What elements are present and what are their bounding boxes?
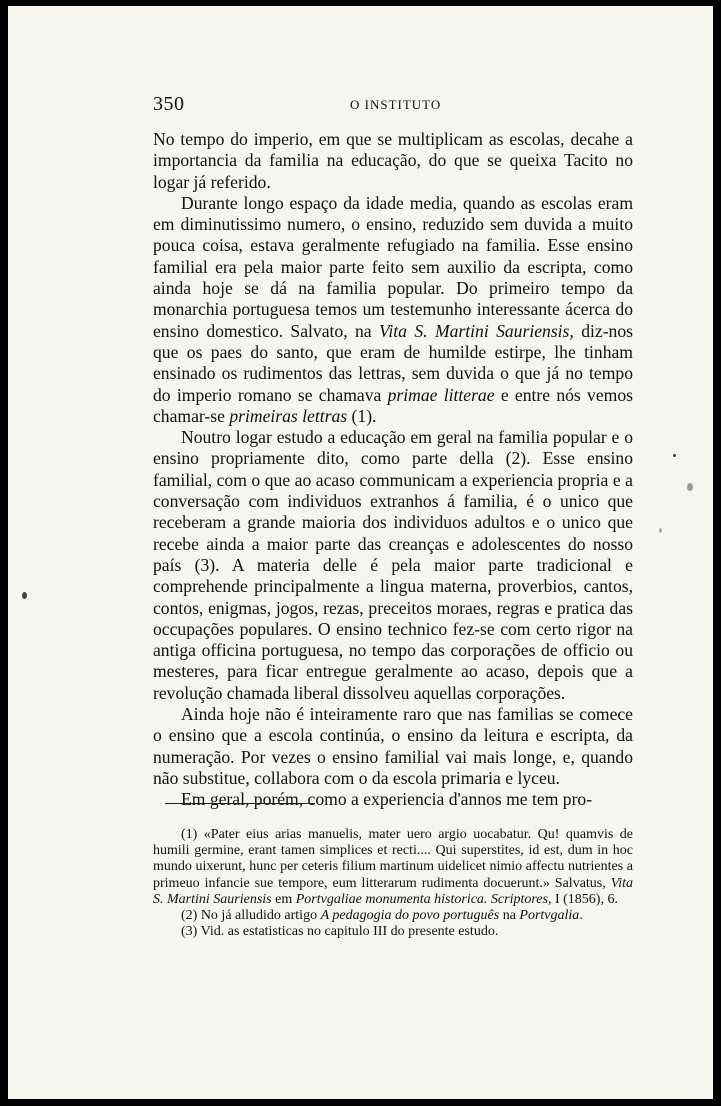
term-primeiras-lettras: primeiras lettras [229,405,348,426]
paragraph-4-text: Ainda hoje não é inteiramente raro que nas familias se comece o ensino que a escola continúa, o ensino da leitura e escripta, da numeração. Por vezes o ensino familial vai mais longe, e, quando não substitue, collabora com o da escola primaria e lyceu. [153,704,633,788]
paragraph-1-text: No tempo do imperio, em que se multiplicam as escolas, decahe a importancia da familia na educação, do que se queixa Tacito no logar já referido. [153,129,633,192]
paragraph-2-text-c: e entre nós vemos chamar-se [153,384,633,426]
footnote-2-text-a: (2) No já alludido artigo [181,908,321,924]
footnote-2-article-title: A pedagogia do povo português [320,908,500,924]
running-title: O INSTITUTO [350,97,442,112]
work-title-vita: Vita S. Martini Sauriensis, [378,320,574,341]
book-page [8,6,713,1099]
paragraph-3-text: Noutro logar estudo a educação em geral na familia popular e o ensino propriamente dito, como parte della (2). Esse ensino familial, com o que ao acaso communicam a experiencia propria e a conversação com individuos extranhos á familia, é o unico que receberam a grande maioria dos individuos adultos e o unico que recebe ainda a maior parte das creanças e adolescentes do nosso país (3). A materia delle é pela maior parte tradicional e comprehende principalmente a lingua materna, proverbios, cantos, contos, enigmas, jogos, rezas, preceitos moraes, regras e pratica das occupações populares. O ensino technico fez-se com certo rigor na antiga officina portuguesa, no tempo das corporações de officio ou mesteres, para ficar entregue geralmente ao acaso, depois que a revolução chamada liberal dissolveu aquellas corporações. [153,427,633,703]
footnote-rule [165,803,315,804]
footnote-1-text-a: (1) «Pater eius arias manuelis, mater uero argio uocabatur. Qu! quamvis de humili germine, erant tamen simplices et recti.... Qui superstites, id est, dum in hoc mundo uixerunt, hunc per ceteris filium martinum uidelicet nimio affectu nutrientes a primeuo infancie sue tempore, eum litterarum rudimenta docuerunt.» Salvatus, [153,827,633,891]
paragraph-4 [153,704,633,789]
footnote-1-title-pmh: Portvgaliae monumenta historica. Scriptores [295,891,548,907]
term-primae-litterae: primae litterae [387,384,495,405]
paragraph-2-text-a: Durante longo espaço da idade media, quando as escolas eram em diminutissimo numero, o ensino, reduzido sem duvida a muito pouca coisa, estava geralmente refugiado na familia. Esse ensino familial era pela maior parte feito sem auxilio da escripta, como ainda hoje se dá na familia popular. Do primeiro tempo da monarchia portuguesa temos um testemunho interessante ácerca do ensino domestico. Salvato, na [153,192,633,341]
footnote-2-text-b: na [499,908,520,924]
paper-speck [673,454,676,457]
page-number: 350 [153,93,185,115]
footnote-2 [153,908,633,924]
footnote-3-text: (3) Vid. as estatisticas no capitulo III do presente estudo. [181,924,499,940]
footnote-2-text-c: . [579,908,583,924]
footnote-1 [153,827,633,908]
footnote-1-text-c: , I (1856), 6. [547,891,618,907]
main-text [153,129,633,811]
paragraph-2 [153,193,633,427]
page-header [153,93,633,117]
footnote-1-text-b: em [271,891,296,907]
footnote-3 [153,924,633,940]
footnote-2-journal: Portvgalia [519,908,580,924]
paragraph-1 [153,129,633,193]
paper-speck [659,528,662,533]
paragraph-2-text-d: (1). [347,405,377,426]
paragraph-5-text: Em geral, porém, como a experiencia d'annos me tem pro- [181,789,593,810]
footnote-1-title-vita: Vita S. Martini Sauriensis [153,875,633,907]
paragraph-5 [153,789,633,810]
footnotes [153,827,633,940]
paper-speck [22,592,27,599]
paper-speck [687,483,693,491]
paragraph-3 [153,427,633,704]
paragraph-2-text-b: diz-nos que os paes do santo, que eram de humilde estirpe, lhe tinham ensinado os rudimentos das lettras, sem duvida o que já no tempo do imperio romano se chamava [153,320,633,405]
